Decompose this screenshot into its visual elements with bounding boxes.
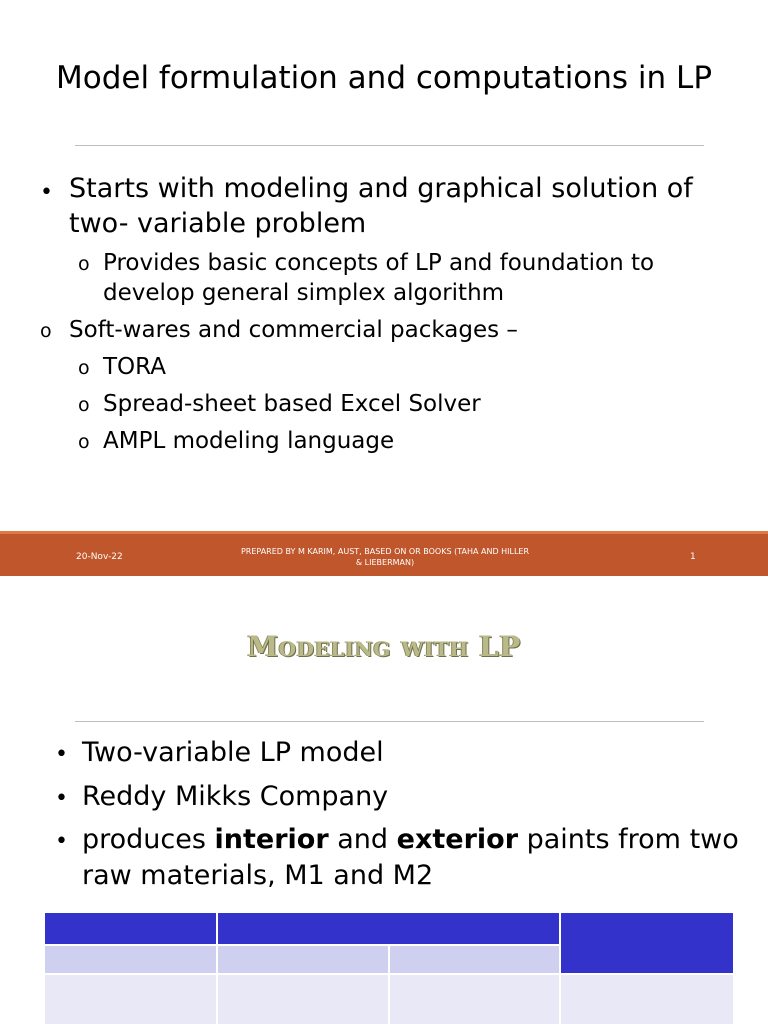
text-fragment: and bbox=[328, 824, 397, 855]
title-divider bbox=[75, 145, 704, 146]
footer-date: 20-Nov-22 bbox=[76, 552, 123, 562]
bullet-item-paints-line2: raw materials, M1 and M2 bbox=[82, 860, 434, 891]
text-fragment: produces bbox=[82, 824, 215, 855]
table-header-cell bbox=[218, 913, 559, 944]
bullet-dot: • bbox=[40, 180, 53, 205]
sub-bullet-marker: o bbox=[78, 253, 90, 275]
package-item: TORA bbox=[103, 354, 166, 380]
bold-exterior: exterior bbox=[396, 824, 519, 855]
table-row-cell bbox=[218, 975, 388, 1024]
slide-footer bbox=[0, 531, 768, 576]
bullet-main-line2: two- variable problem bbox=[69, 208, 367, 239]
table-subheader-cell bbox=[390, 946, 559, 973]
table-header-cell bbox=[561, 913, 733, 973]
package-item: Spread-sheet based Excel Solver bbox=[103, 391, 481, 417]
sub-bullet-marker: o bbox=[78, 394, 90, 416]
table-header-cell bbox=[45, 913, 216, 944]
bullet-item: Reddy Mikks Company bbox=[82, 781, 389, 812]
title-divider bbox=[75, 721, 704, 722]
sub-bullet-1-line1: Provides basic concepts of LP and foundation to bbox=[103, 250, 655, 276]
table-row-cell bbox=[45, 975, 216, 1024]
footer-credit bbox=[235, 546, 535, 568]
footer-credit-line2: & LIEBERMAN) bbox=[355, 558, 415, 567]
bullet-dot: • bbox=[55, 829, 68, 854]
table-subheader-cell bbox=[218, 946, 388, 973]
footer-page-number: 1 bbox=[690, 552, 696, 562]
table-subheader-cell bbox=[45, 946, 216, 973]
table-row-cell bbox=[561, 975, 733, 1024]
slide-2 bbox=[0, 584, 768, 1024]
slide-title: Modeling with LP bbox=[247, 630, 521, 663]
sub-bullet-marker: o bbox=[78, 431, 90, 453]
software-heading: Soft-wares and commercial packages – bbox=[69, 317, 518, 343]
materials-table bbox=[45, 913, 733, 1024]
table-row-cell bbox=[390, 975, 559, 1024]
text-fragment: paints from two bbox=[518, 824, 739, 855]
bullet-item-paints bbox=[82, 822, 739, 857]
sub-bullet-marker: o bbox=[40, 320, 52, 342]
package-item: AMPL modeling language bbox=[103, 428, 395, 454]
bullet-main-line1: Starts with modeling and graphical solution of bbox=[69, 173, 693, 204]
bullet-dot: • bbox=[55, 742, 68, 767]
bold-interior: interior bbox=[214, 824, 329, 855]
slide-title: Model formulation and computations in LP bbox=[55, 60, 713, 96]
slide-separator bbox=[0, 576, 768, 584]
footer-credit-line1: PREPARED BY M KARIM, AUST, BASED ON OR BOOKS (TAHA AND HILLER bbox=[240, 547, 530, 556]
sub-bullet-1-line2: develop general simplex algorithm bbox=[103, 280, 505, 306]
sub-bullet-marker: o bbox=[78, 357, 90, 379]
bullet-dot: • bbox=[55, 786, 68, 811]
bullet-item: Two-variable LP model bbox=[82, 737, 384, 768]
